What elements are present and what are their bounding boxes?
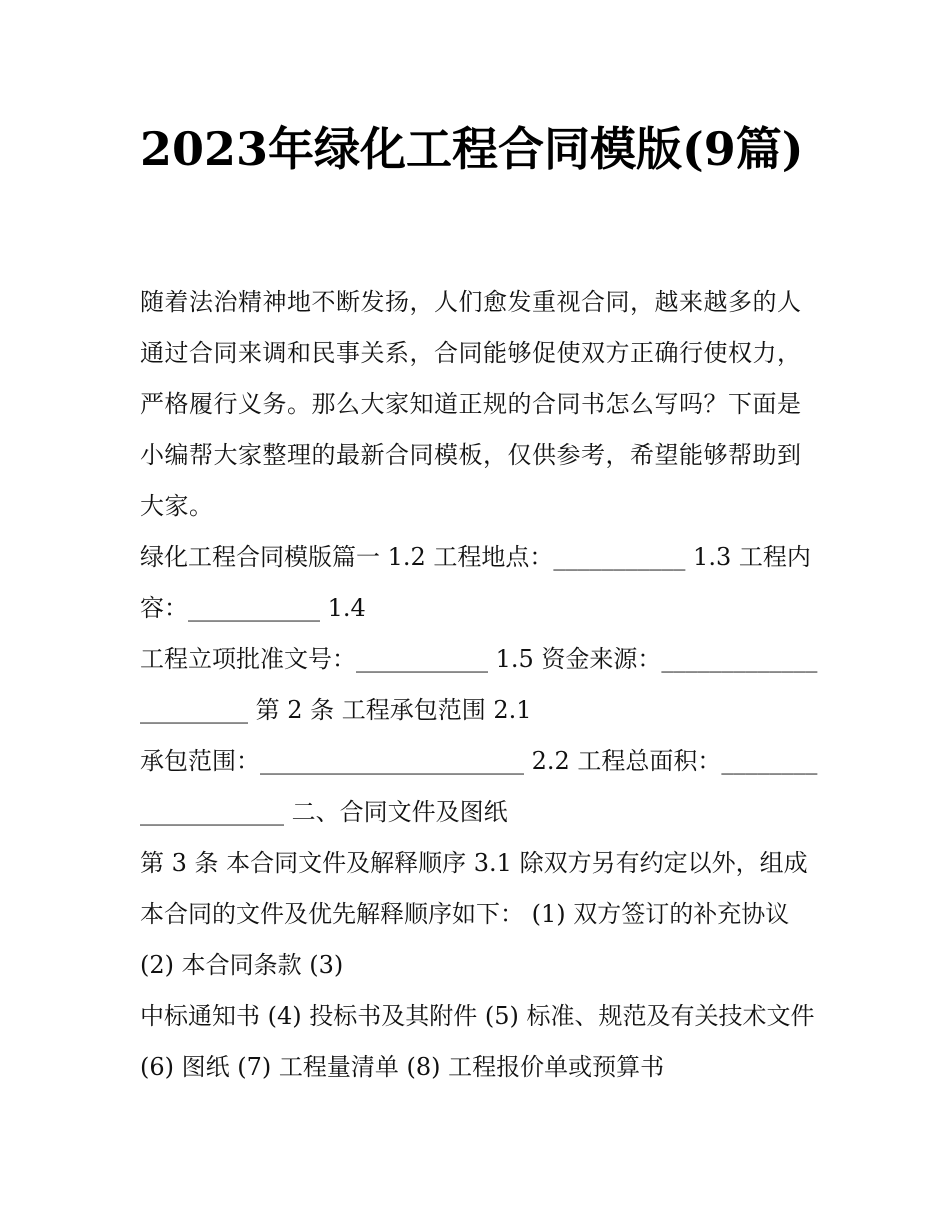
body-paragraph: 工程立项批准文号：___________ 1.5 资金来源：______________________ 第 2 条 工程承包范围 2.1 <box>140 645 818 724</box>
document-body <box>140 277 823 1093</box>
body-paragraph: 第 3 条 本合同文件及解释顺序 3.1 除双方另有约定以外，组成本合同的文件及优先解释顺序如下： (1) 双方签订的补充协议 (2) 本合同条款 (3) <box>140 849 808 979</box>
body-paragraph: 承包范围：______________________ 2.2 工程总面积：____________________ 二、合同文件及图纸 <box>140 747 818 826</box>
document-title: 2023年绿化工程合同模版(9篇) <box>140 122 804 176</box>
intro-paragraph: 随着法治精神地不断发扬，人们愈发重视合同，越来越多的人通过合同来调和民事关系，合同能够促使双方正确行使权力，严格履行义务。那么大家知道正规的合同书怎么写吗？下面是小编帮大家整理的最新合同模板，仅供参考，希望能够帮助到大家。 <box>140 288 802 520</box>
body-paragraph: 中标通知书 (4) 投标书及其附件 (5) 标准、规范及有关技术文件 (6) 图纸 (7) 工程量清单 (8) 工程报价单或预算书 <box>140 1002 823 1081</box>
body-paragraph: 绿化工程合同模版篇一 1.2 工程地点：___________ 1.3 工程内容：___________ 1.4 <box>140 543 811 622</box>
